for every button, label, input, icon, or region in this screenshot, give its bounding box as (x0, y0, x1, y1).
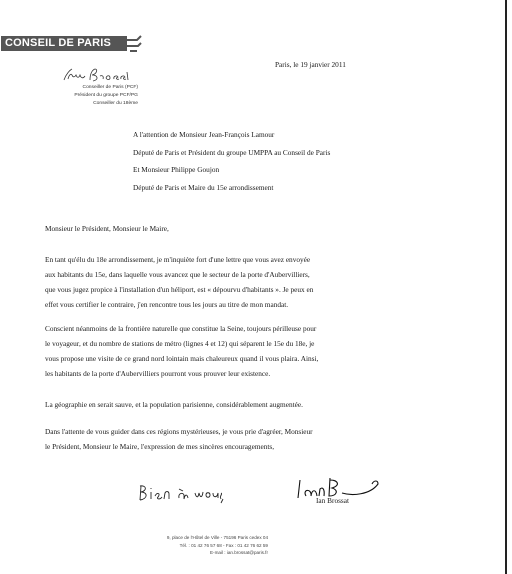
recipient-line: Député de Paris et Président du groupe UMPPA au Conseil de Paris (133, 147, 331, 157)
body-paragraph-4 (45, 424, 437, 454)
paragraph-line: le voyageur, et du nombre de stations de métro (lignes 4 et 12) qui séparent le 15e du 18e, je (45, 339, 315, 348)
paragraph-line: le Président, Monsieur le Maire, l'expression de mes sincères encouragements, (45, 442, 275, 451)
sender-name-script (60, 66, 130, 84)
recipient-line: A l'attention de Monsieur Jean-François Lamour (133, 130, 275, 139)
ship-logo-icon (124, 35, 144, 53)
signer-name: Ian Brossat (316, 496, 350, 505)
footer-email-line: E-mail : ian.brossat@paris.fr (209, 550, 268, 556)
sender-info (20, 84, 138, 108)
recipient-line: Député de Paris et Maire du 15e arrondissement (133, 182, 274, 192)
recipient-line: Et Monsieur Philippe Goujon (133, 165, 220, 175)
paragraph-line: que vous jugez propice à l'installation d'un héliport, est « dépourvu d'habitants ». Je peux en (45, 285, 314, 294)
body-paragraph-3 (45, 397, 437, 412)
recipients-block (120, 126, 330, 196)
footer-address (150, 534, 268, 557)
salutation: Monsieur le Président, Monsieur le Maire, (45, 224, 169, 233)
body-paragraph-1 (45, 252, 437, 312)
handwritten-closing (135, 482, 225, 504)
paragraph-line: effet vous certifier le contraire, j'en rencontre tous les jours au titre de mon mandat. (45, 300, 289, 309)
paragraph-line: Conscient néanmoins de la frontière naturelle que constitue la Seine, toujours périlleuse pour (45, 324, 317, 333)
paragraph-line: les habitants de la porte d'Aubervilliers pourront vous prouver leur existence. (45, 369, 271, 378)
page-edge (505, 0, 507, 574)
footer-phone-line: Tél. : 01 42 76 57 68 - Fax : 01 42 76 62 59 (179, 542, 268, 548)
body-paragraph-2 (45, 321, 437, 381)
sender-role-3: Conseiller du 18ème (93, 101, 138, 106)
sender-role-1: Conseiller de Paris (PCF) (82, 85, 138, 90)
org-logo-bar: CONSEIL DE PARIS (1, 36, 127, 51)
date-line: Paris, le 19 janvier 2011 (275, 60, 346, 69)
paragraph-line: La géographie en serait sauve, et la population parisienne, considérablement augmentée. (45, 400, 303, 409)
paragraph-line: aux habitants du 15e, dans laquelle vous avancez que le secteur de la porte d'Aubervilliers, (45, 270, 310, 279)
paragraph-line: Dans l'attente de vous guider dans ces régions mystérieuses, je vous prie d'agréer, Monsieur (45, 427, 313, 436)
footer-address-line: 9, place de l'Hôtel de Ville - 75196 Paris cedex 04 (166, 535, 268, 540)
sender-role-2: Président du groupe PCF/PG (74, 93, 138, 98)
paragraph-line: vous propose une visite de ce grand nord lointain mais chaleureux quand il vous plaira. Ainsi, (45, 354, 319, 363)
paragraph-line: En tant qu'élu du 18e arrondissement, je m'inquiète fort d'une lettre que vous avez envoyée (45, 255, 311, 264)
